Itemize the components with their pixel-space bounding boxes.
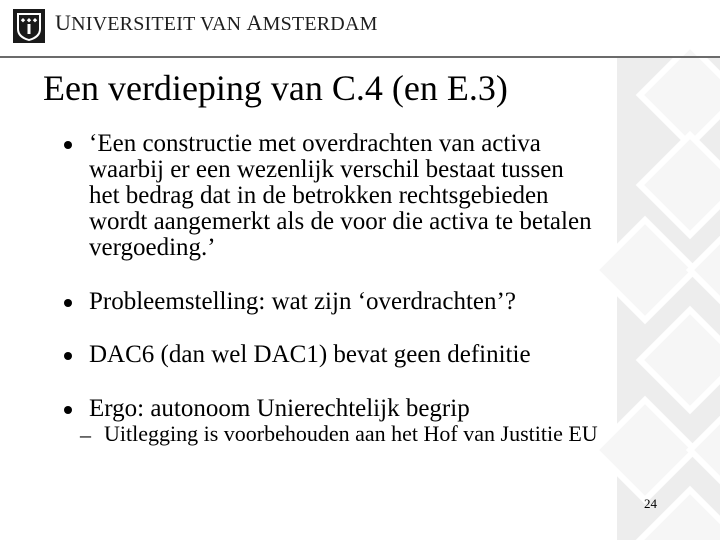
bullet-icon [64, 352, 72, 360]
bullet-1-line-3: het bedrag dat in de betrokken rechtsgebieden [89, 182, 549, 209]
bullet-4-text: Ergo: autonoom Unierechtelijk begrip [89, 395, 470, 422]
page-number: 24 [644, 496, 657, 511]
header [0, 0, 720, 56]
bullet-1-line-5: vergoeding.’ [89, 234, 216, 261]
bullet-1-line-4: wordt aangemerkt als de voor die activa te betalen [89, 208, 592, 235]
bullet-icon [64, 406, 72, 414]
uva-crest-icon [13, 9, 45, 43]
bullet-icon [64, 141, 72, 149]
university-name: UNIVERSITEIT VAN AMSTERDAM [55, 10, 378, 35]
header-divider [0, 56, 720, 58]
sub-bullet-text: Uitlegging is voorbehouden aan het Hof van Justitie EU [104, 421, 598, 446]
sub-bullet-dash-icon: – [80, 422, 91, 447]
slide-title: Een verdieping van C.4 (en E.3) [43, 68, 508, 108]
bullet-2-text: Probleemstelling: wat zijn ‘overdrachten’? [89, 288, 516, 315]
bullet-1-line-2: waarbij er een wezenlijk verschil bestaat tussen [89, 156, 564, 183]
bullet-1-line-1: ‘Een constructie met overdrachten van activa [89, 130, 541, 157]
bullet-3-text: DAC6 (dan wel DAC1) bevat geen definitie [89, 341, 531, 368]
bullet-icon [64, 299, 72, 307]
